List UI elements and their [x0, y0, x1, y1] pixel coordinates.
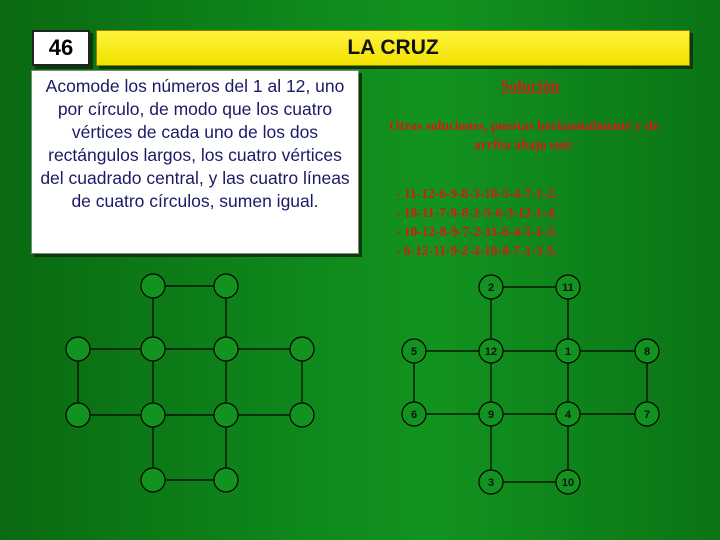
solution-label: 4 — [564, 409, 572, 421]
solution-item: - 11-12-6-9-8-3-10-5-4-7-1-2. — [396, 186, 558, 201]
solution-label: 12 — [484, 346, 498, 358]
problem-statement: Acomode los números del 1 al 12, uno por círculo, de modo que los cuatro vértices de cada uno de los dos rectángulos largos, los cuatro vértices del cuadrado central, y las cuatro líneas de cuatro círculos, sumen igual. — [31, 70, 359, 254]
puzzle-circle — [141, 337, 165, 361]
solution-intro: Otras soluciones, puestas horizontalmente y de arriba abajo son: — [389, 118, 659, 152]
solution-label: 9 — [487, 409, 495, 421]
puzzle-circle — [66, 337, 90, 361]
puzzle-circle — [141, 403, 165, 427]
puzzle-circle — [214, 337, 238, 361]
puzzle-circle — [66, 403, 90, 427]
solution-label: 6 — [410, 409, 418, 421]
puzzle-circle — [290, 403, 314, 427]
solution-item: - 10-12-8-9-7-2-11-6-4-5-1-3. — [396, 224, 558, 239]
solution-label: 2 — [487, 282, 495, 294]
problem-number: 46 — [32, 30, 90, 66]
solution-label: 7 — [643, 409, 651, 421]
solution-label: 11 — [562, 282, 574, 294]
solution-heading: Solución — [500, 78, 560, 95]
solution-label: 5 — [410, 346, 418, 358]
puzzle-lines — [78, 286, 302, 480]
solution-circles — [402, 275, 659, 494]
puzzle-circle — [214, 403, 238, 427]
puzzle-circle — [214, 274, 238, 298]
solution-lines — [414, 287, 647, 482]
solution-label: 8 — [643, 346, 651, 358]
solution-label: 3 — [487, 477, 495, 489]
puzzle-circle — [290, 337, 314, 361]
solution-label: 10 — [561, 477, 575, 489]
puzzle-circle — [141, 274, 165, 298]
page-title: LA CRUZ — [96, 30, 690, 66]
solution-labels — [411, 282, 650, 489]
solution-item: - 10-11-7-9-8-2-5-6-3-12-1-4. — [396, 205, 558, 220]
puzzle-circle — [141, 468, 165, 492]
solution-item: - 6-12-11-9-2-4-10-8-7-1-3-5. — [396, 243, 558, 258]
puzzle-circle — [214, 468, 238, 492]
puzzle-circles — [66, 274, 314, 492]
solution-label: 1 — [564, 346, 572, 358]
